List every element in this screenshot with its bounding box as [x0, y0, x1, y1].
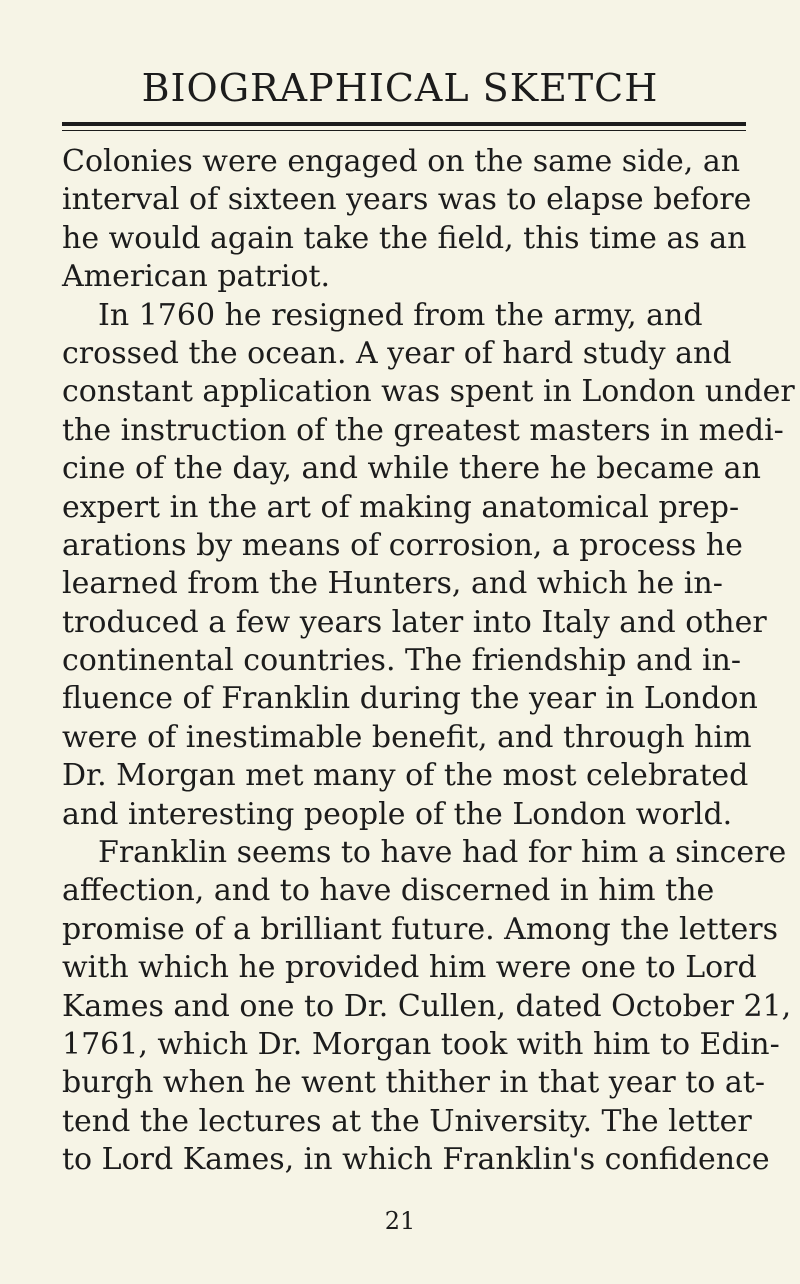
text-line: cine of the day, and while there he became an	[62, 451, 761, 487]
text-line: fluence of Franklin during the year in London	[62, 681, 758, 717]
paragraph-first-line: In 1760 he resigned from the army, and	[98, 297, 703, 333]
text-line: constant application was spent in London under	[62, 374, 795, 410]
text-line: Colonies were engaged on the same side, an	[62, 144, 741, 179]
text-line: the instruction of the greatest masters in medi-	[62, 412, 784, 448]
text-line: American patriot.	[62, 259, 331, 295]
text-line: Kames and one to Dr. Cullen, dated October 21,	[62, 988, 792, 1024]
running-head: BIOGRAPHICAL SKETCH	[141, 66, 659, 110]
page-number: 21	[384, 1207, 416, 1235]
text-line: Dr. Morgan met many of the most celebrated	[62, 758, 749, 794]
text-line: were of inestimable benefit, and through him	[62, 719, 752, 755]
text-line: expert in the art of making anatomical prep-	[62, 489, 740, 525]
body-text	[62, 143, 795, 1180]
text-line: promise of a brilliant future. Among the letters	[62, 911, 779, 947]
text-line: crossed the ocean. A year of hard study and	[62, 335, 732, 371]
header-rule-thin	[62, 130, 746, 131]
text-line: tend the lectures at the University. The letter	[62, 1103, 752, 1139]
text-line: affection, and to have discerned in him the	[62, 873, 715, 909]
text-line: with which he provided him were one to Lord	[62, 950, 757, 986]
text-line: burgh when he went thither in that year to at-	[62, 1065, 765, 1101]
text-line: he would again take the field, this time as an	[62, 220, 747, 256]
text-line: arations by means of corrosion, a process he	[62, 527, 743, 563]
text-line: interval of sixteen years was to elapse before	[62, 182, 752, 218]
text-line: troduced a few years later into Italy and other	[62, 604, 767, 640]
text-line: 1761, which Dr. Morgan took with him to Edin-	[62, 1026, 780, 1062]
text-line: and interesting people of the London world.	[62, 796, 733, 832]
text-line: continental countries. The friendship and in-	[62, 643, 742, 679]
paragraph-first-line: Franklin seems to have had for him a sincere	[98, 835, 787, 871]
text-line: to Lord Kames, in which Franklin's confidence	[62, 1142, 770, 1178]
header-rule-thick	[62, 122, 746, 126]
text-line: learned from the Hunters, and which he in-	[62, 566, 723, 602]
